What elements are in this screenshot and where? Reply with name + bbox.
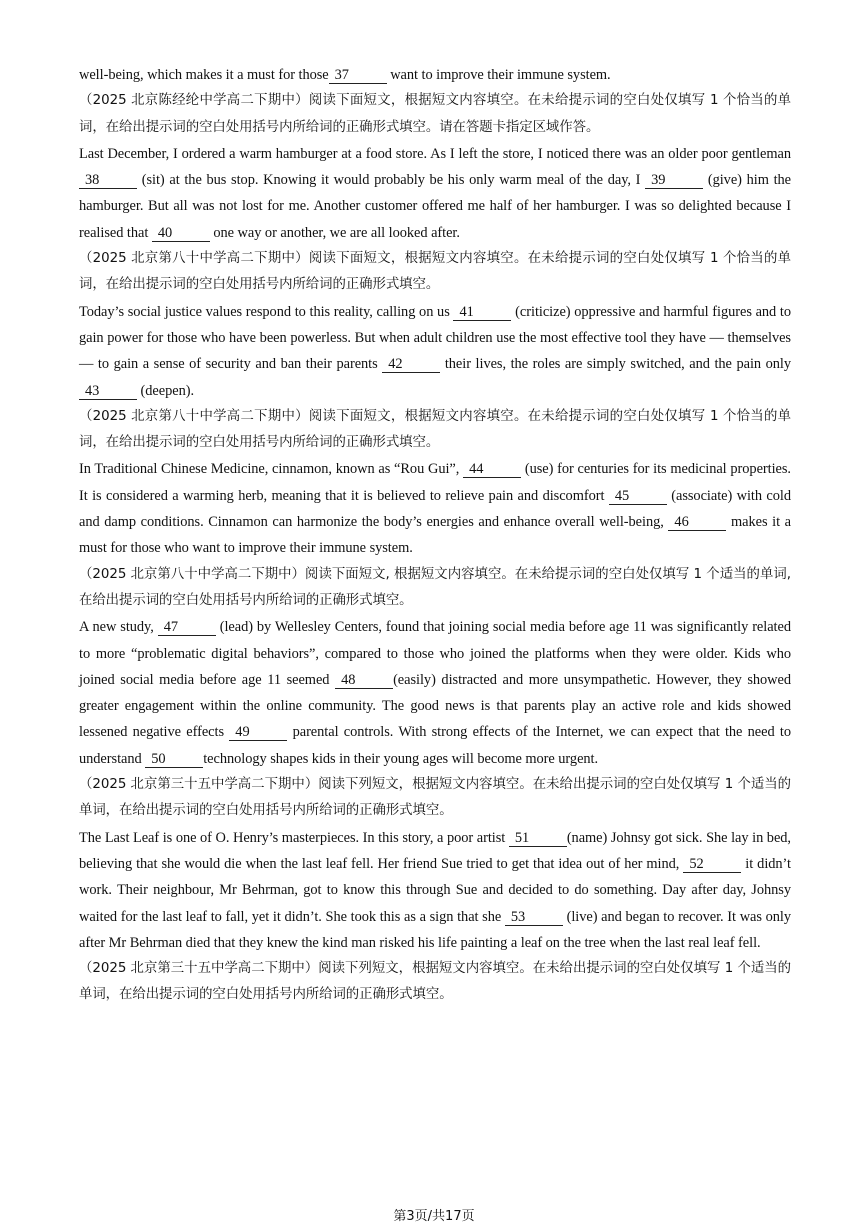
passage-text: (sit) at the bus stop. Knowing it would probably be his only warm meal of the day, I [137,172,646,189]
answer-blank[interactable]: 42 [382,356,440,373]
passage-text: (name) Johnsy got sick. She lay in bed, believing that she would die when the last leaf fell. Her friend Sue tried to get that idea out of her mind, [79,829,791,872]
answer-blank[interactable]: 38 [79,172,137,189]
instruction-paragraph: （2025 北京第三十五中学高二下期中）阅读下列短文，根据短文内容填空。在未给出提示词的空白处仅填写 1 个适当的单词，在给出提示词的空白处用括号内所给词的正确形式填空。 [79,961,791,1003]
instruction-paragraph: （2025 北京第三十五中学高二下期中）阅读下列短文，根据短文内容填空。在未给出提示词的空白处仅填写 1 个适当的单词，在给出提示词的空白处用括号内所给词的正确形式填空。 [79,777,791,819]
document-body [79,62,791,1009]
passage-text: parental controls. With strong effects of the Internet, we can expect that the need to understand [79,724,791,767]
answer-blank[interactable]: 43 [79,383,137,400]
passage-text: A new study, [79,619,158,636]
answer-blank[interactable]: 50 [145,751,203,768]
answer-blank[interactable]: 53 [505,909,563,926]
passage-text: their lives, the roles are simply switched, and the pain only [440,356,791,373]
passage-text: one way or another, we are all looked after. [209,224,460,241]
passage-text: (give) him the hamburger. But all was not lost for me. Another customer offered me half of her hamburger. I was so delighted because I realised that [79,172,791,241]
passage-text: (lead) by Wellesley Centers, found that joining social media before age 11 was significantly related to more “problematic digital behaviors”, compared to those who joined the platforms when they were older. Kids who joined social media before age 11 seemed [79,619,791,688]
instruction-paragraph: （2025 北京陈经纶中学高二下期中）阅读下面短文，根据短文内容填空。在未给提示词的空白处仅填写 1 个恰当的单词，在给出提示词的空白处用括号内所给词的正确形式填空。请在答题卡指定区域作答。 [79,93,791,135]
answer-blank[interactable]: 41 [453,304,511,321]
passage-paragraph [79,456,791,561]
passage-text: makes it a must for those who want to improve their immune system. [79,514,792,557]
passage-paragraph [79,141,791,246]
answer-blank[interactable]: 39 [645,172,703,189]
passage-paragraph [79,614,791,772]
passage-text: The Last Leaf is one of O. Henry’s masterpieces. In this story, a poor artist [79,829,509,846]
answer-blank[interactable]: 51 [509,830,567,847]
passage-text: (live) and began to recover. It was only after Mr Behrman died that they knew the kind man risked his life painting a leaf on the tree when the last real leaf fell. [79,908,791,951]
passage-text: (use) for centuries for its medicinal properties. It is considered a warming herb, meaning that it is believed to relieve pain and discomfort [79,461,791,504]
passage-paragraph [79,299,791,404]
answer-blank[interactable]: 44 [463,461,521,478]
passage-paragraph [79,825,791,956]
answer-blank[interactable]: 46 [668,514,726,531]
instruction-paragraph: （2025 北京第八十中学高二下期中）阅读下面短文，根据短文内容填空。在未给提示词的空白处仅填写 1 个恰当的单词，在给出提示词的空白处用括号内所给词的正确形式填空。 [79,408,791,451]
passage-text: well-being, which makes it a must for those [79,67,329,83]
passage-text: In Traditional Chinese Medicine, cinnamon, known as “Rou Gui”, [79,461,464,478]
passage-text: (deepen). [137,382,195,399]
page-number: 第3页/共17页 [393,1209,475,1224]
instruction-paragraph: （2025 北京第八十中学高二下期中）阅读下面短文, 根据短文内容填空。在未给提示词的空白处仅填写 1 个适当的单词, 在给出提示词的空白处用括号内所给词的正确形式填空。 [79,566,791,608]
answer-blank[interactable]: 49 [229,724,287,741]
passage-text: (criticize) oppressive and harmful figures and to gain power for those who have been powerless. But when adult children use the most effective tool they have — themselves — to gain a sense of security and ban their parents [79,303,792,373]
passage-text: want to improve their immune system. [386,67,611,83]
passage-text: technology shapes kids in their young ages will become more urgent. [203,750,599,767]
passage-paragraph [79,62,791,88]
answer-blank[interactable]: 45 [609,488,667,505]
passage-text: (associate) with cold and damp conditions. Cinnamon can harmonize the body’s energies and enhance overall well-being, [79,487,791,531]
passage-text: Today’s social justice values respond to this reality, calling on us [79,303,454,320]
passage-text: Last December, I ordered a warm hamburger at a food store. As I left the store, I noticed there was an older poor gentleman [79,145,791,162]
passage-text: (easily) distracted and more unsympathetic. However, they showed greater engagement within the online community. The good news is that parents play an active role and kids showed lessened negative effects [79,671,792,741]
answer-blank[interactable]: 37 [329,67,387,84]
passage-text: it didn’t work. Their neighbour, Mr Behrman, got to know this through Sue and decided to do something. Day after day, Johnsy waited for the last leaf to fall, yet it didn’t. She took this as a sign that she [79,855,791,925]
answer-blank[interactable]: 47 [158,619,216,636]
instruction-paragraph: （2025 北京第八十中学高二下期中）阅读下面短文，根据短文内容填空。在未给提示词的空白处仅填写 1 个恰当的单词，在给出提示词的空白处用括号内所给词的正确形式填空。 [79,251,791,293]
answer-blank[interactable]: 48 [335,672,393,689]
answer-blank[interactable]: 52 [683,856,741,873]
answer-blank[interactable]: 40 [152,225,210,242]
